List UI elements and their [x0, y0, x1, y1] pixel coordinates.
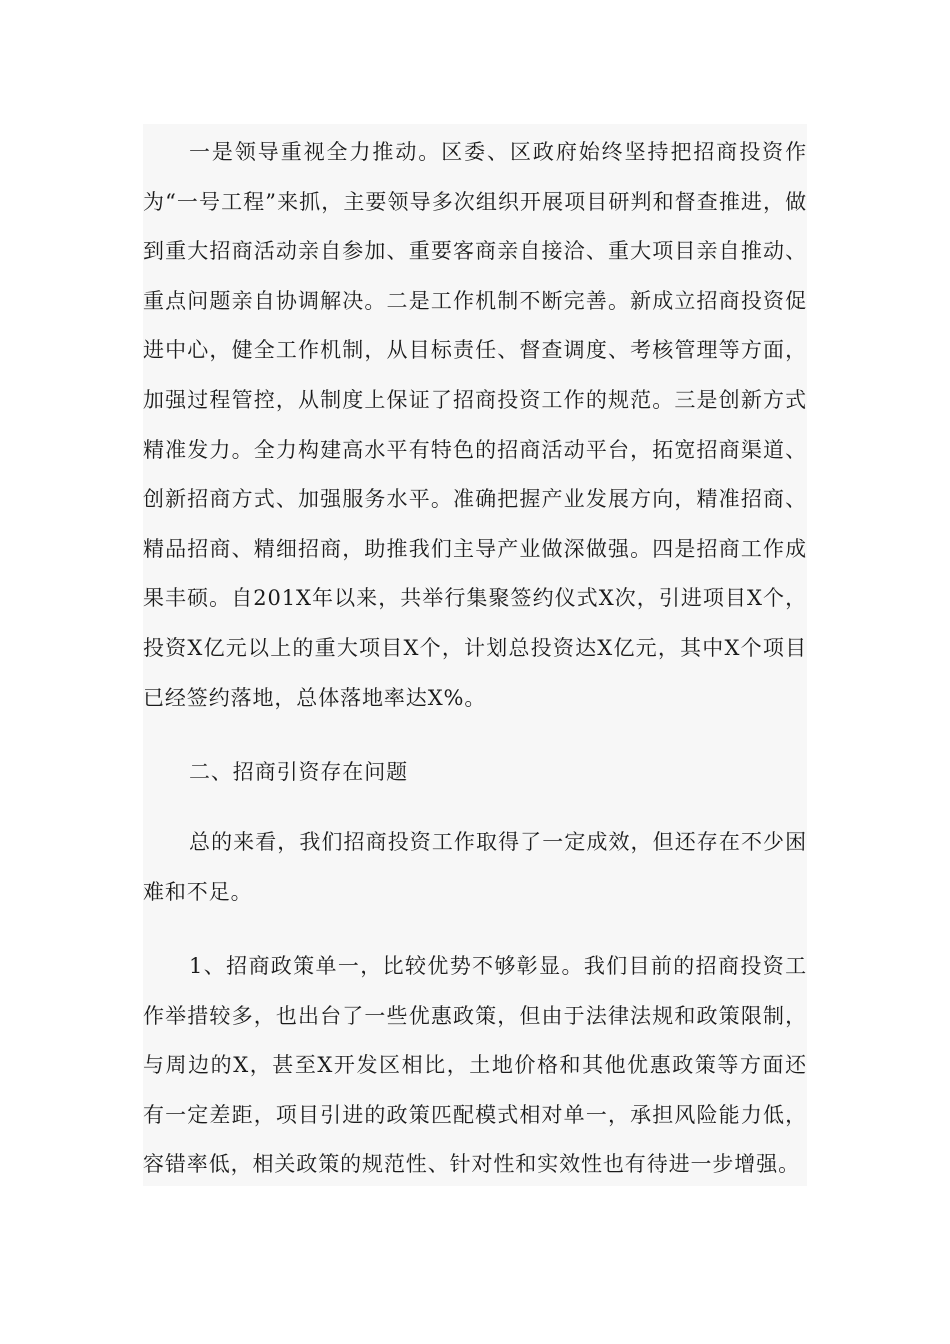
paragraph-summary: 总的来看，我们招商投资工作取得了一定成效，但还存在不少困难和不足。 — [143, 830, 807, 904]
paragraph-achievements: 一是领导重视全力推动。区委、区政府始终坚持把招商投资作为“一号工程”来抓，主要领导多次组织开展项目研判和督查推进，做到重大招商活动亲自参加、重要客商亲自接洽、重大项目亲自推动、重点问题亲自协调解决。二是工作机制不断完善。新成立招商投资促进中心，健全工作机制，从目标责任、督查调度、考核管理等方面，加强过程管控，从制度上保证了招商投资工作的规范。三是创新方式精准发力。全力构建高水平有特色的招商活动平台，拓宽招商渠道、创新招商方式、加强服务水平。准确把握产业发展方向，精准招商、精品招商、精细招商，助推我们主导产业做深做强。四是招商工作成果丰硕。自201X年以来，共举行集聚签约仪式X次，引进项目X个，投资X亿元以上的重大项目X个，计划总投资达X亿元，其中X个项目已经签约落地，总体落地率达X%。 — [143, 140, 807, 710]
section-heading-problems: 二、招商引资存在问题 — [189, 760, 408, 784]
paragraph-policy-issue: 1、招商政策单一，比较优势不够彰显。我们目前的招商投资工作举措较多，也出台了一些优惠政策，但由于法律法规和政策限制，与周边的X，甚至X开发区相比，土地价格和其他优惠政策等方面还有一定差距，项目引进的政策匹配模式相对单一，承担风险能力低，容错率低，相关政策的规范性、针对性和实效性也有待进一步增强。 — [143, 954, 807, 1177]
